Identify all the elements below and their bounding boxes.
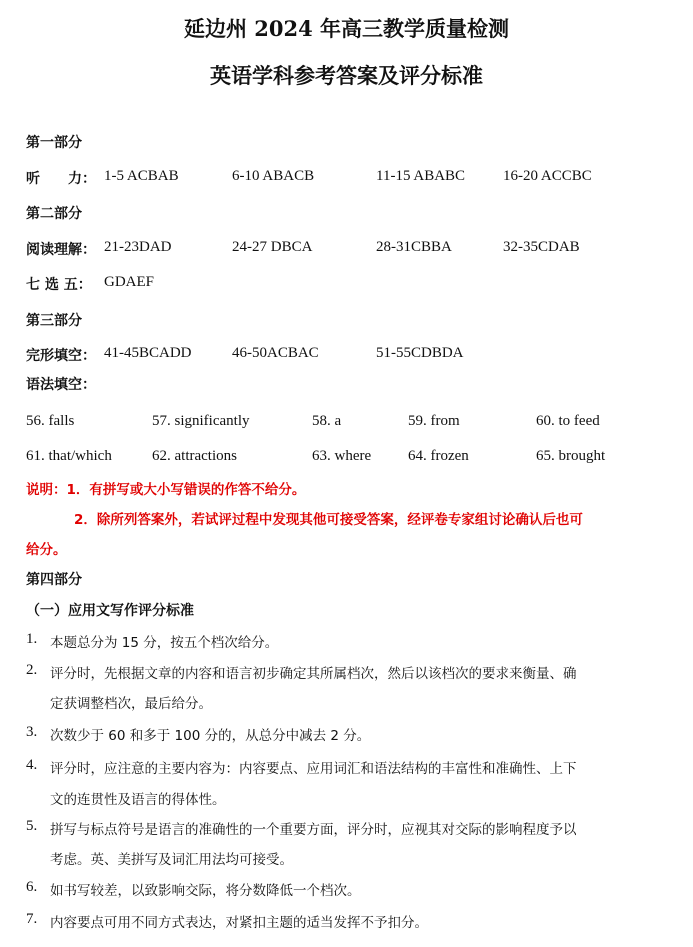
grammar-answer: 65. brought <box>536 448 606 464</box>
item-number: 7. <box>26 911 38 927</box>
item-text: 定获调整档次，最后给分。 <box>50 696 212 712</box>
note-line: 给分。 <box>26 542 67 558</box>
listening-answer: 6-10 ABACB <box>232 168 315 184</box>
item-number: 1. <box>26 631 38 647</box>
item-text: 拼写与标点符号是语言的准确性的一个重要方面，评分时，应视其对交际的影响程度予以 <box>50 822 577 838</box>
seven-choose-five-label: 七 选 五： <box>26 277 92 293</box>
grammar-answer: 59. from <box>408 413 460 429</box>
grammar-answer: 61. that/which <box>26 448 112 464</box>
cloze-answer: 51-55CDBDA <box>376 345 464 361</box>
note-line: 说明：1．有拼写或大小写错误的作答不给分。 <box>26 482 306 498</box>
grammar-answer: 56. falls <box>26 413 75 429</box>
note-line: 2．除所列答案外，若试评过程中发现其他可接受答案，经评卷专家组讨论确认后也可 <box>74 512 583 528</box>
part3-heading: 第三部分 <box>26 313 82 329</box>
item-number: 6. <box>26 879 38 895</box>
grammar-answer: 60. to feed <box>536 413 600 429</box>
item-text: 评分时，应注意的主要内容为：内容要点、应用词汇和语法结构的丰富性和准确性、上下 <box>50 761 577 777</box>
item-text: 文的连贯性及语言的得体性。 <box>50 792 226 808</box>
cloze-answer: 46-50ACBAC <box>232 345 319 361</box>
part4-subheading: （一）应用文写作评分标准 <box>26 603 194 619</box>
item-text: 如书写较差，以致影响交际，将分数降低一个档次。 <box>50 883 361 899</box>
item-text: 次数少于 60 和多于 100 分的，从总分中减去 2 分。 <box>50 728 371 744</box>
item-number: 4. <box>26 757 38 773</box>
grammar-label: 语法填空： <box>26 377 96 393</box>
item-text: 本题总分为 15 分，按五个档次给分。 <box>50 635 279 651</box>
grammar-answer: 63. where <box>312 448 372 464</box>
reading-answer: 21-23DAD <box>104 239 172 255</box>
reading-answer: 28-31CBBA <box>376 239 452 255</box>
item-text: 评分时，先根据文章的内容和语言初步确定其所属档次，然后以该档次的要求来衡量、确 <box>50 666 577 682</box>
part2-heading: 第二部分 <box>26 206 82 222</box>
listening-answer: 1-5 ACBAB <box>104 168 179 184</box>
part4-heading: 第四部分 <box>26 572 82 588</box>
item-number: 3. <box>26 724 38 740</box>
grammar-answer: 64. frozen <box>408 448 469 464</box>
page-title: 延边州 2024 年高三教学质量检测 <box>183 16 510 41</box>
seven-choose-five-answer: GDAEF <box>104 274 155 290</box>
grammar-answer: 57. significantly <box>152 413 250 429</box>
listening-answer: 16-20 ACCBC <box>503 168 592 184</box>
page-subtitle: 英语学科参考答案及评分标准 <box>210 63 483 88</box>
item-text: 内容要点可用不同方式表达，对紧扣主题的适当发挥不予扣分。 <box>50 915 428 931</box>
reading-answer: 32-35CDAB <box>503 239 580 255</box>
part1-heading: 第一部分 <box>26 135 82 151</box>
item-text: 考虑。英、美拼写及词汇用法均可接受。 <box>50 852 293 868</box>
listening-answer: 11-15 ABABC <box>376 168 466 184</box>
grammar-answer: 62. attractions <box>152 448 237 464</box>
item-number: 5. <box>26 818 38 834</box>
listening-label: 听 力： <box>26 171 96 187</box>
cloze-label: 完形填空： <box>26 348 96 364</box>
grammar-answer: 58. a <box>312 413 342 429</box>
reading-label: 阅读理解： <box>26 242 96 258</box>
item-number: 2. <box>26 662 38 678</box>
reading-answer: 24-27 DBCA <box>232 239 313 255</box>
cloze-answer: 41-45BCADD <box>104 345 192 361</box>
